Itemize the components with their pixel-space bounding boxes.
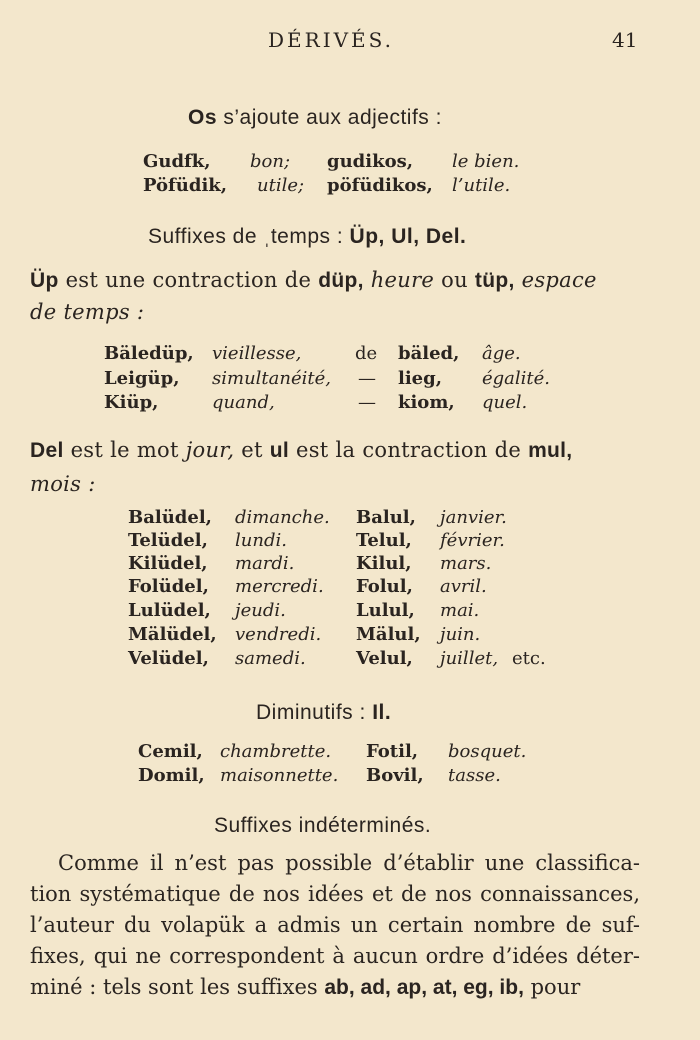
table-cell-word: Fotil, <box>366 741 419 762</box>
table-cell-day-translation: dimanche. <box>235 507 330 528</box>
table-cell-day-translation: samedi. <box>235 648 306 669</box>
table-cell-translation: égalité. <box>482 368 551 389</box>
table-cell-month-translation: mai. <box>440 600 480 621</box>
del-paragraph-line2: mois : <box>30 472 96 496</box>
table-cell-month-translation: juin. <box>440 624 481 645</box>
table-cell-month: Velul, <box>356 648 413 669</box>
term-ul: ul <box>269 439 289 462</box>
os-heading <box>188 106 442 130</box>
time-heading-bold: Üp, Ul, Del. <box>349 225 467 248</box>
table-cell-sep: — <box>358 368 376 389</box>
table-cell-day: Velüdel, <box>128 648 209 669</box>
table-cell-month-translation: juillet, <box>440 648 499 669</box>
running-header-title: DÉRIVÉS. <box>268 28 394 52</box>
text-italic: heure <box>370 268 435 292</box>
table-cell-translation: âge. <box>482 343 521 364</box>
term-tup: tüp, <box>474 269 515 292</box>
paragraph-line: l’auteur du volapük a admis un certain nombre de suf- <box>30 913 640 937</box>
text-run: et <box>241 438 263 462</box>
text-run: est le mot <box>70 438 179 462</box>
diminutifs-heading <box>256 701 391 725</box>
text-italic: espace <box>521 268 597 292</box>
text-run: miné : tels sont les suffixes <box>30 975 318 999</box>
suffix-list: ab, ad, ap, at, eg, ib, <box>324 976 524 999</box>
term-del: Del <box>30 439 64 462</box>
table-cell-word: kiom, <box>398 392 455 413</box>
table-cell-translation: vieillesse, <box>212 343 302 364</box>
dim-heading-plain: Diminutifs : <box>256 701 366 724</box>
table-cell-translation: bon; <box>250 151 291 172</box>
table-cell-day: Balüdel, <box>128 507 212 528</box>
term-up: Üp <box>30 269 59 292</box>
table-cell-translation: l’utile. <box>452 175 511 196</box>
text-italic: jour, <box>185 438 235 462</box>
table-cell-day: Lulüdel, <box>128 600 211 621</box>
table-cell-day-translation: vendredi. <box>235 624 322 645</box>
table-cell-word: Gudfk, <box>143 151 211 172</box>
text-run: pour <box>530 975 581 999</box>
table-cell-word: Bäledüp, <box>104 343 194 364</box>
table-cell-translation: quand, <box>212 392 275 413</box>
paragraph-line <box>30 972 640 1003</box>
table-cell-translation: le bien. <box>452 151 520 172</box>
table-cell-word: Domil, <box>138 765 205 786</box>
del-paragraph-line1 <box>30 438 572 463</box>
paragraph-line: Comme il n’est pas possible d’établir une classifica- <box>58 851 640 875</box>
os-heading-bold: Os <box>188 106 218 129</box>
term-mul: mul, <box>528 439 573 462</box>
table-cell-sep: de <box>355 343 378 364</box>
final-paragraph <box>30 848 640 1003</box>
table-cell-month: Kilul, <box>356 553 412 574</box>
table-cell-word: gudikos, <box>327 151 413 172</box>
table-cell-translation: utile; <box>257 175 305 196</box>
table-cell-day: Mälüdel, <box>128 624 217 645</box>
table-cell-month: Balul, <box>356 507 416 528</box>
text-run: est la contraction de <box>295 438 522 462</box>
table-cell-month-translation: mars. <box>440 553 492 574</box>
table-cell-day: Folüdel, <box>128 576 209 597</box>
table-cell-word: Kiüp, <box>104 392 159 413</box>
table-cell-month-translation: avril. <box>440 576 487 597</box>
page-number: 41 <box>612 28 638 52</box>
table-cell-month: Mälul, <box>356 624 421 645</box>
table-cell-translation: tasse. <box>448 765 501 786</box>
table-cell-etc: etc. <box>512 648 546 669</box>
text-run: ou <box>441 268 468 292</box>
time-suffixes-heading <box>148 225 466 249</box>
table-cell-month-translation: janvier. <box>440 507 507 528</box>
term-dup: düp, <box>318 269 364 292</box>
table-cell-sep: — <box>358 392 376 413</box>
table-cell-translation: bosquet. <box>448 741 527 762</box>
paragraph-line: tion systématique de nos idées et de nos connaissances, <box>30 882 640 906</box>
os-heading-rest: s’ajoute aux adjectifs : <box>223 106 442 129</box>
dim-heading-bold: Il. <box>372 701 392 724</box>
table-cell-word: Cemil, <box>138 741 203 762</box>
table-cell-month: Lulul, <box>356 600 415 621</box>
table-cell-translation: quel. <box>482 392 528 413</box>
table-cell-word: Pöfüdik, <box>143 175 228 196</box>
table-cell-month-translation: février. <box>440 530 505 551</box>
table-cell-word: lieg, <box>398 368 442 389</box>
table-cell-month: Folul, <box>356 576 413 597</box>
table-cell-translation: chambrette. <box>220 741 332 762</box>
indetermines-heading: Suffixes indéterminés. <box>214 814 432 837</box>
table-cell-day-translation: mardi. <box>235 553 295 574</box>
table-cell-day: Telüdel, <box>128 530 208 551</box>
text-run: est une contraction de <box>65 268 312 292</box>
up-paragraph-line1 <box>30 268 640 293</box>
table-cell-month: Telul, <box>356 530 412 551</box>
table-cell-day-translation: lundi. <box>235 530 287 551</box>
table-cell-day-translation: mercredi. <box>235 576 324 597</box>
table-cell-translation: simultanéité, <box>212 368 331 389</box>
table-cell-word: bäled, <box>398 343 460 364</box>
table-cell-day-translation: jeudi. <box>235 600 286 621</box>
table-cell-translation: maisonnette. <box>220 765 339 786</box>
paragraph-line: fixes, qui ne correspondent à aucun ordre d’idées déter- <box>30 944 640 968</box>
table-cell-word: pöfüdikos, <box>327 175 433 196</box>
table-cell-day: Kilüdel, <box>128 553 208 574</box>
time-heading-plain: Suffixes de ˌtemps : <box>148 225 344 248</box>
table-cell-word: Leigüp, <box>104 368 180 389</box>
up-paragraph-line2: de temps : <box>30 300 145 324</box>
table-cell-word: Bovil, <box>366 765 424 786</box>
